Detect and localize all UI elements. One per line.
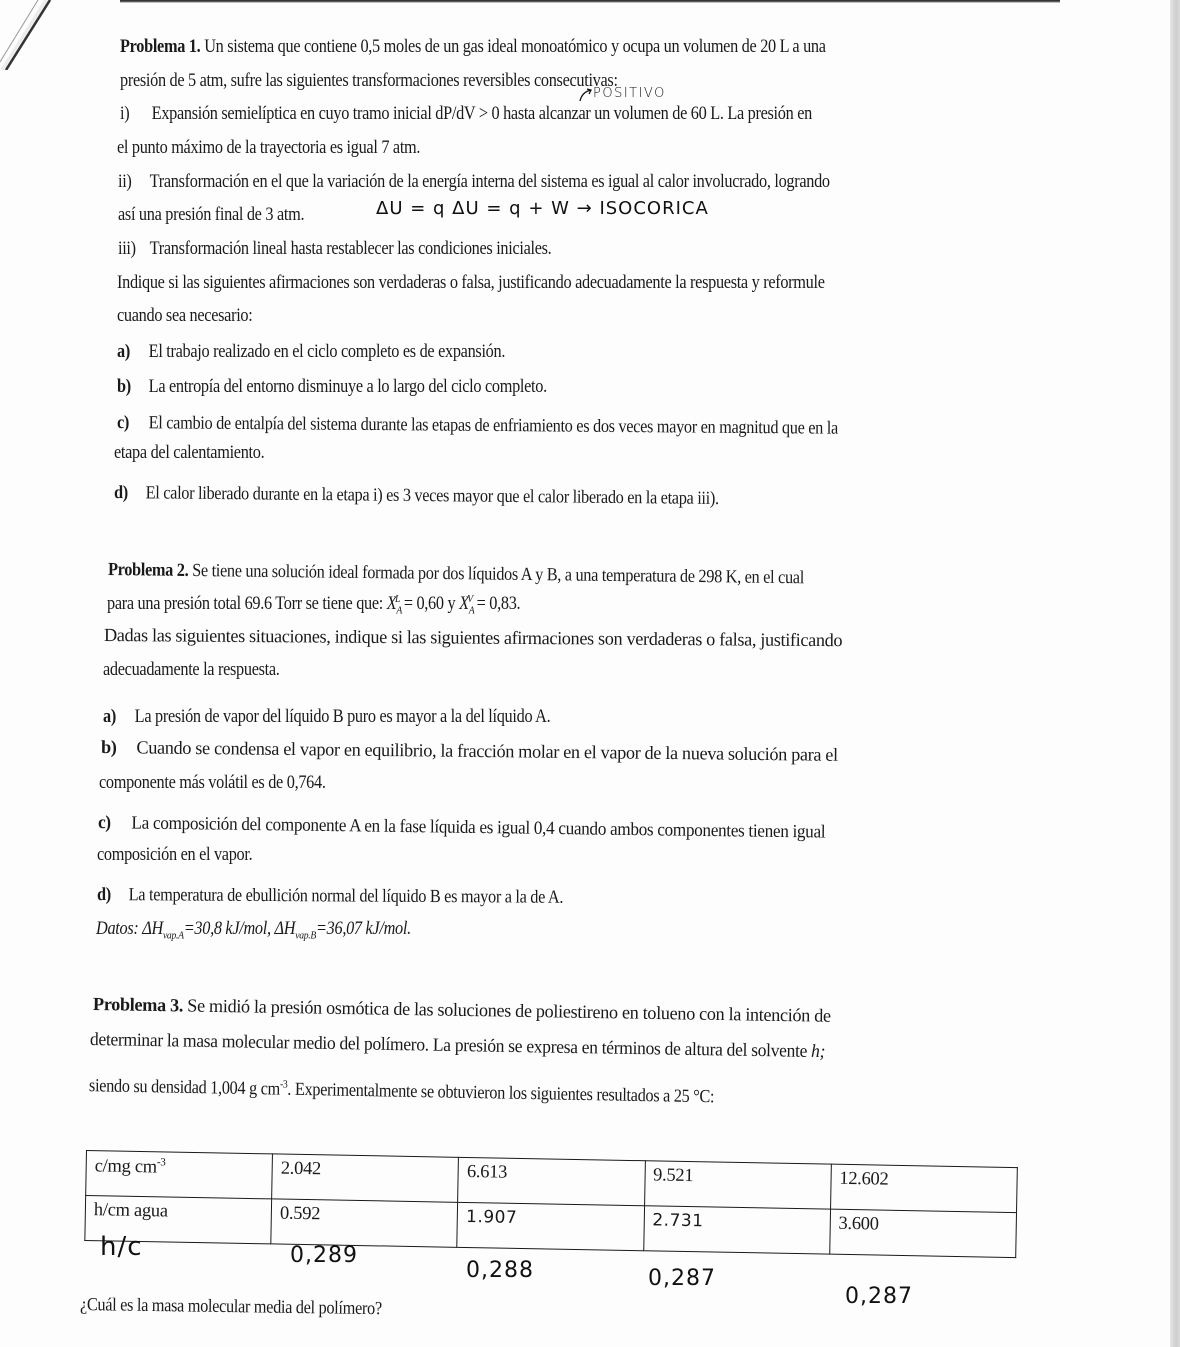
problem-2-statement-c-line-1: c) La composición del componente A en la fase líquida es igual 0,4 cuando ambos componentes tienen igual <box>97 813 826 843</box>
handwritten-hc-value: 0,288 <box>466 1258 534 1283</box>
table-cell: 6.613 <box>458 1157 645 1205</box>
table-cell: 3.600 <box>829 1209 1016 1257</box>
problem-1-step-ii-line-2: así una presión final de 3 atm. <box>118 205 305 225</box>
delta-h-vap-b: $\Delta H_{vap.B}$ <box>274 919 316 942</box>
table-cell: 9.521 <box>644 1161 831 1209</box>
problem-1-statement-a: a) El trabajo realizado en el ciclo completo es de expansión. <box>117 342 506 362</box>
problem-3-heading: Problema 3. <box>92 995 184 1017</box>
row-header-height: h/cm agua <box>85 1196 272 1244</box>
row-header-concentration: c/mg $cm^{-3}$ <box>86 1151 273 1199</box>
problem-1-statement-c-line-1: c) El cambio de entalpía del sistema durante las etapas de enfriamiento es dos veces mayor en magnitud que en la <box>116 413 839 439</box>
handwritten-arrow-icon <box>578 88 594 102</box>
folded-corner-icon <box>0 0 60 70</box>
problem-2-statement-b-line-1: b) Cuando se condensa el vapor en equilibrio, la fracción molar en el vapor de la nueva solución para el <box>100 738 838 766</box>
delta-h-vap-a: $\Delta H_{vap.A}$ <box>142 919 184 942</box>
problem-2-statement-c-line-2: composición en el vapor. <box>97 845 253 865</box>
problem-1-statement-d: d) El calor liberado durante en la etapa i) es 3 veces mayor que el calor liberado en la etapa iii). <box>113 483 719 509</box>
problem-2-heading: Problema 2. <box>107 560 189 581</box>
problem-1-step-iii: iii) Transformación lineal hasta restablecer las condiciones iniciales. <box>118 239 552 259</box>
page-top-edge-shadow <box>120 0 1060 3</box>
problem-3-intro-line-2: determinar la masa molecular medio del polímero. La presión se expresa en términos de altura del solvente h; <box>89 1030 826 1063</box>
problem-1-step-i-line-2: el punto máximo de la trayectoria es igual 7 atm. <box>117 138 421 158</box>
problem-2-instruction-line-1: Dadas las siguientes situaciones, indique si las siguientes afirmaciones son verdaderas o falsa, justificando <box>103 626 843 652</box>
handwritten-hc-value: 0,287 <box>845 1284 913 1309</box>
problem-1-step-i-line-1: i) Expansión semielíptica en cuyo tramo inicial dP/dV > 0 hasta alcanzar un volumen de 60 L. La presión en <box>120 104 812 124</box>
table-cell: 0.592 <box>271 1199 458 1247</box>
table-cell: 12.602 <box>830 1164 1017 1212</box>
problem-1-intro-line-2: presión de 5 atm, sufre las siguientes transformaciones reversibles consecutivas: <box>120 71 618 91</box>
problem-2-statement-d: d) La temperatura de ebullición normal del líquido B es mayor a la de A. <box>96 885 564 908</box>
problem-1-step-ii-line-1: ii) Transformación en el que la variación de la energía interna del sistema es igual al calor involucrado, logrando <box>118 172 830 192</box>
problem-3-intro-line-3: siendo su densidad 1,004 g $cm^{-3}$. Experimentalmente se obtuvieron los siguientes resultados a 25 °C: <box>88 1076 715 1108</box>
handwritten-hc-value: 0,287 <box>648 1266 716 1291</box>
problem-2-datos: Datos: $\Delta H_{vap.A}=30,8$ kJ/mol, $\Delta H_{vap.B}=36,07$ kJ/mol. <box>96 919 411 942</box>
problem-1-heading: Problema 1. <box>120 37 201 57</box>
problem-3-question: ¿Cuál es la masa molecular media del polímero? <box>79 1295 382 1320</box>
problem-2-instruction-line-2: adecuadamente la respuesta. <box>103 660 280 680</box>
handwritten-note-isocorica: ΔU = q ΔU = q + W → ISOCORICA <box>376 198 709 219</box>
problem-1-statement-c-line-2: etapa del calentamiento. <box>114 443 265 463</box>
problem-1-statement-b: b) La entropía del entorno disminuye a lo largo del ciclo completo. <box>117 377 547 397</box>
osmotic-pressure-data-table <box>84 1150 1018 1258</box>
handwritten-hc-value: 0,289 <box>290 1243 358 1268</box>
problem-2-intro-line-2: para una presión total 69.6 Torr se tiene que: $X_A^L = 0,60$ y $X_A^V = 0,83$. <box>107 593 521 617</box>
mole-fraction-xa-liquid: $X_A^L$ <box>386 593 403 617</box>
table-cell: 1.907 <box>457 1202 644 1250</box>
page-right-edge-shadow <box>1170 0 1180 1347</box>
problem-3-intro-line-1: Problema 3. Se midió la presión osmótica de las soluciones de poliestireno en tolueno con la intención de <box>92 995 831 1027</box>
problem-1-instruction-line-1: Indique si las siguientes afirmaciones son verdaderas o falsa, justificando adecuadamente la respuesta y reformule <box>117 273 825 293</box>
problem-2-statement-b-line-2: componente más volátil es de 0,764. <box>99 773 326 793</box>
problem-2-intro-line-1: Problema 2. Se tiene una solución ideal formada por dos líquidos A y B, a una temperatura de 298 K, en el cual <box>107 560 805 589</box>
table-cell: 2.731 <box>643 1206 830 1254</box>
problem-1-instruction-line-2: cuando sea necesario: <box>117 306 253 326</box>
table-cell: 2.042 <box>272 1154 459 1202</box>
handwritten-hc-label: h/c <box>100 1232 143 1262</box>
mole-fraction-xa-vapor: $X_A^V$ <box>459 593 475 617</box>
problem-1-intro-line-1: Problema 1. Un sistema que contiene 0,5 moles de un gas ideal monoatómico y ocupa un volumen de 20 L a una <box>120 37 826 57</box>
handwritten-note-positivo: POSITIVO <box>593 86 666 101</box>
problem-2-statement-a: a) La presión de vapor del líquido B puro es mayor a la del líquido A. <box>103 707 551 727</box>
